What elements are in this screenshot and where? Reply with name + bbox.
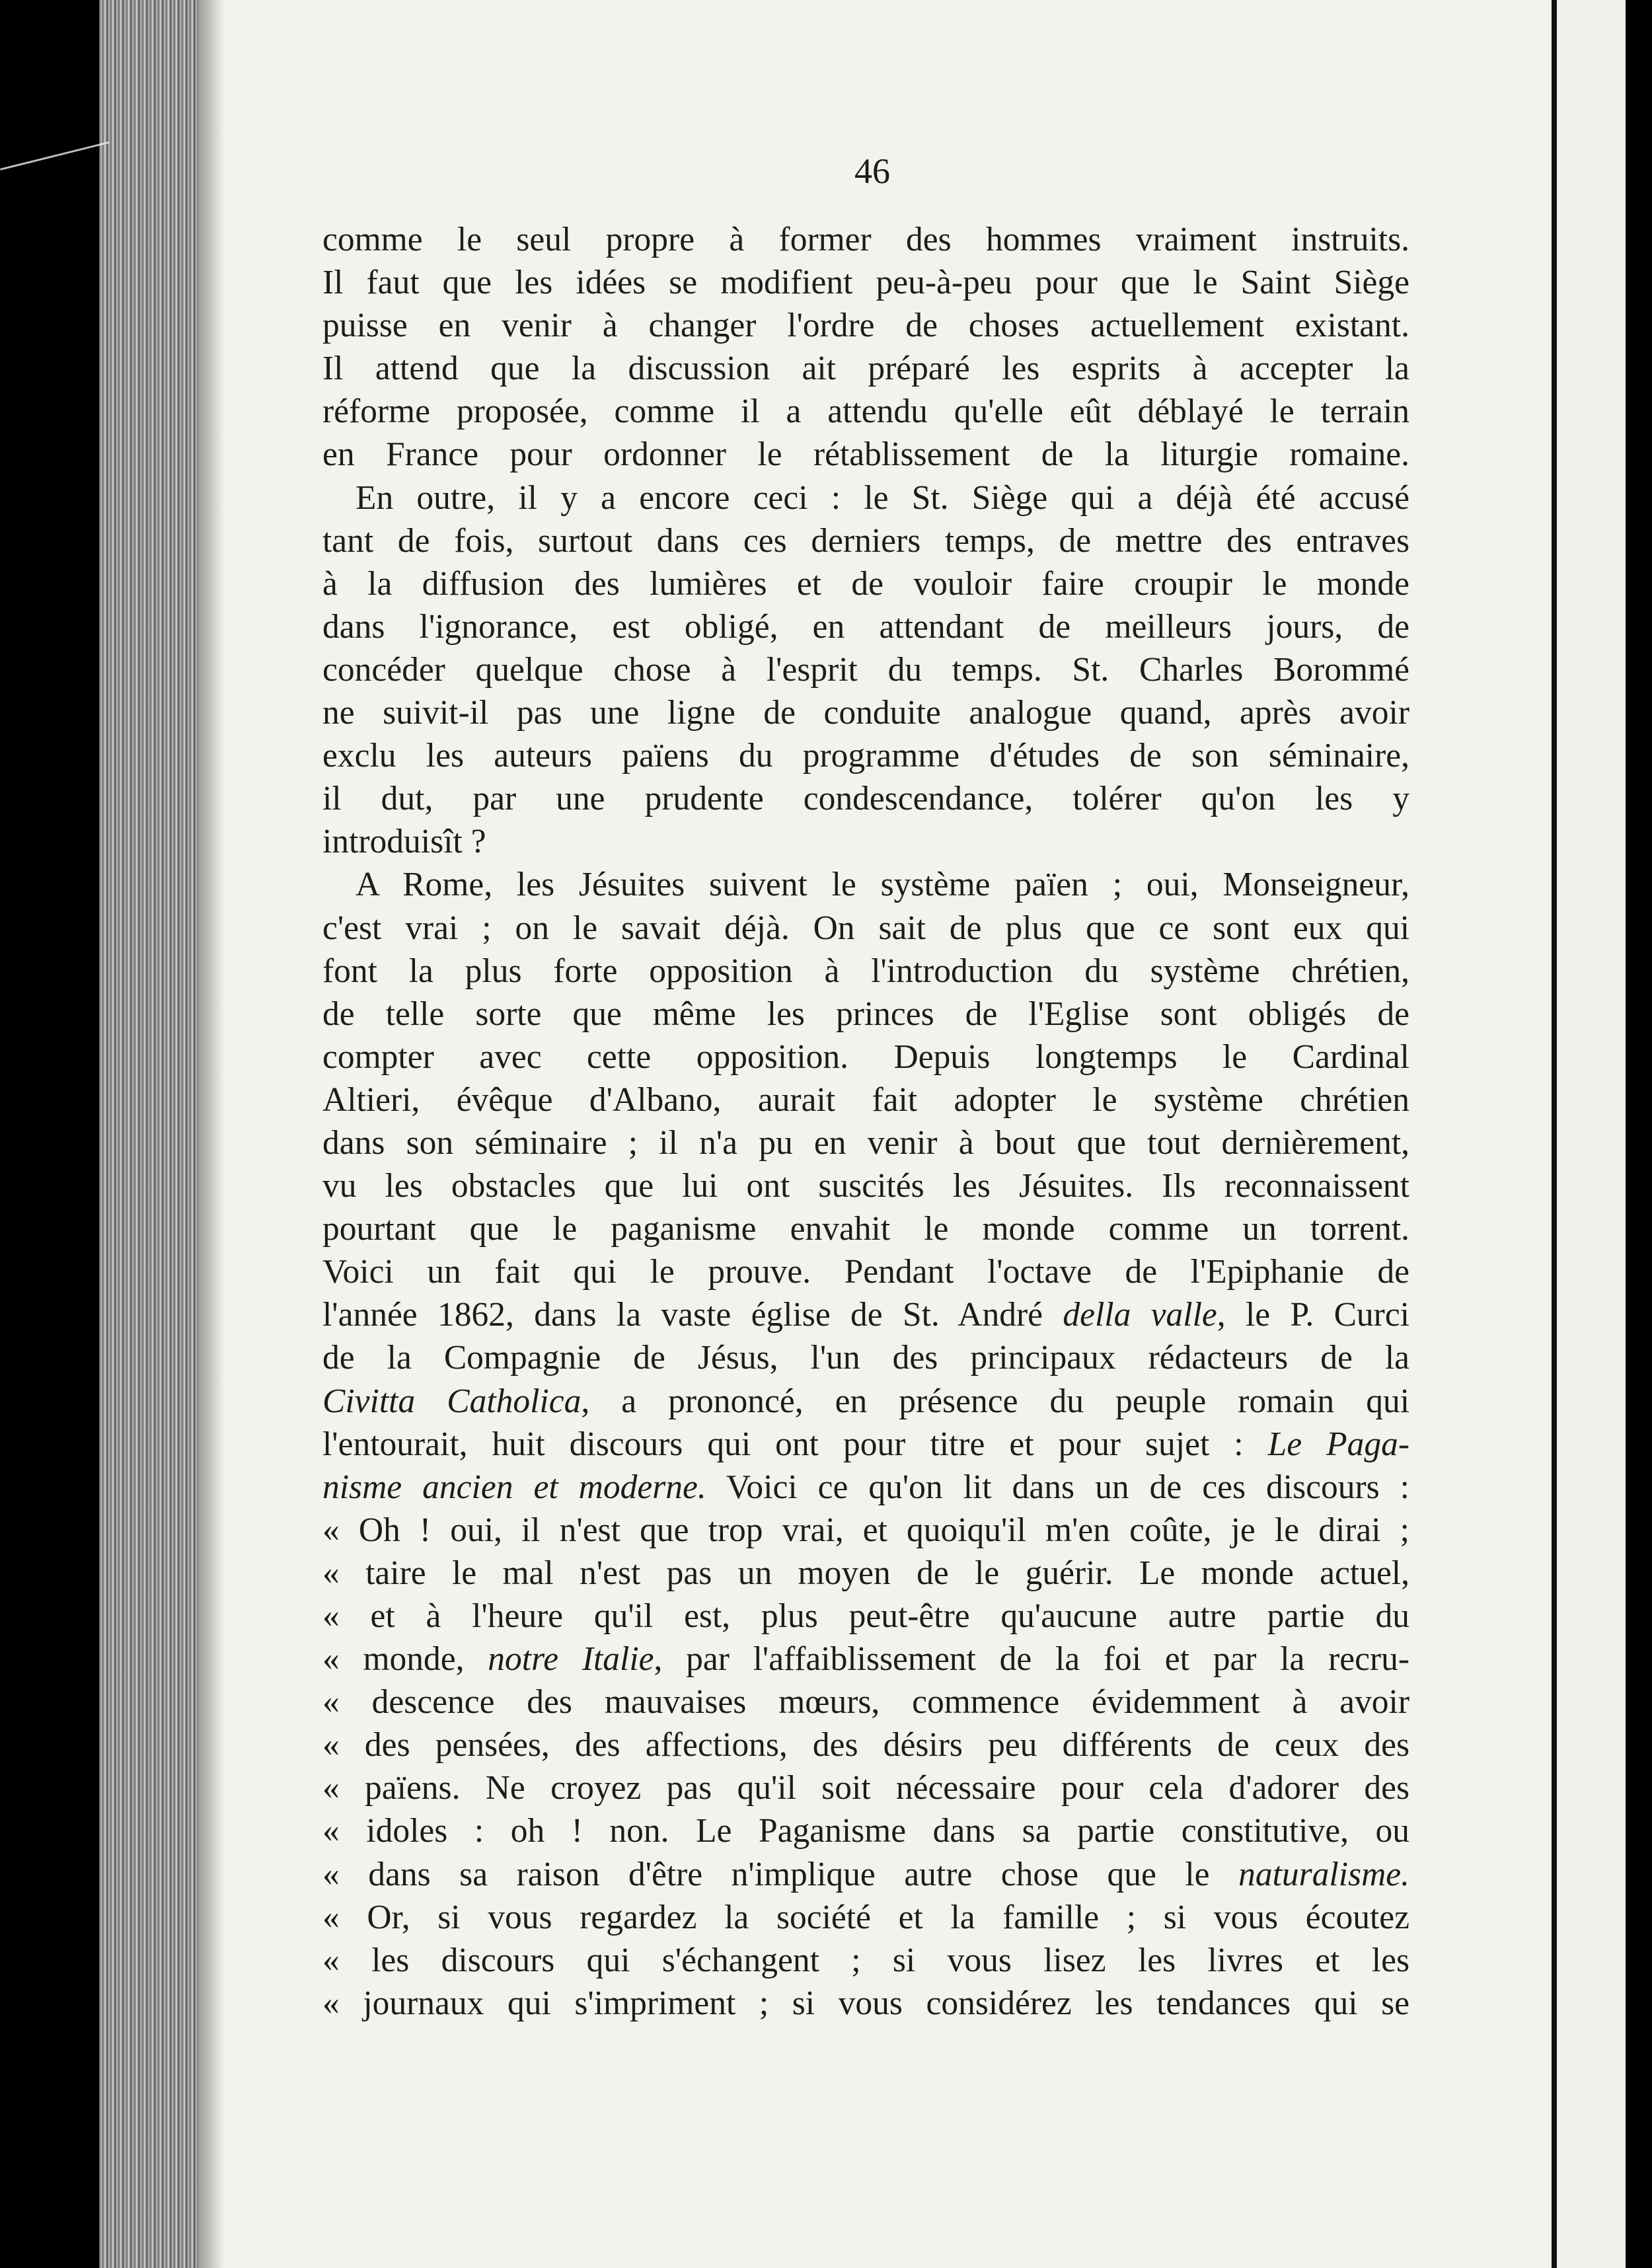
text-line: « les discours qui s'échangent ; si vous lisez les livres et les xyxy=(322,1941,1409,1979)
text-line: dans son séminaire ; il n'a pu en venir à bout que tout dernièrement, xyxy=(322,1123,1409,1162)
text-line: comme le seul propre à former des hommes vraiment instruits. xyxy=(322,221,1409,258)
text-segment: , a prononcé, en présence du peuple romain qui xyxy=(581,1382,1409,1420)
italic-segment: nisme ancien et moderne. xyxy=(322,1468,706,1506)
text-segment: , le P. Curci xyxy=(1217,1296,1409,1334)
text-line: pourtant que le paganisme envahit le monde comme un torrent. xyxy=(322,1210,1409,1248)
text-line: puisse en venir à changer l'ordre de choses actuellement existant. xyxy=(322,307,1409,345)
text-line: « journaux qui s'impriment ; si vous considérez les tendances qui se xyxy=(322,1984,1409,2022)
text-line: vu les obstacles que lui ont suscités les Jésuites. Ils reconnaissent xyxy=(322,1167,1409,1205)
text-line xyxy=(322,1638,1409,1681)
text-line: compter avec cette opposition. Depuis longtemps le Cardinal xyxy=(322,1038,1409,1076)
text-line: « descence des mauvaises mœurs, commence évidemment à avoir xyxy=(322,1683,1409,1721)
page-right-edge xyxy=(1552,0,1557,2268)
text-line: Altieri, évêque d'Albano, aurait fait adopter le système chrétien xyxy=(322,1080,1409,1119)
text-line: dans l'ignorance, est obligé, en attendant de meilleurs jours, de xyxy=(322,607,1409,646)
text-line: concéder quelque chose à l'esprit du temps. St. Charles Borommé xyxy=(322,650,1409,689)
text-segment: l'entourait, huit discours qui ont pour titre et pour sujet : xyxy=(322,1425,1244,1463)
text-line xyxy=(322,1466,1409,1509)
text-line: ne suivit-il pas une ligne de conduite analogue quand, après avoir xyxy=(322,694,1409,732)
text-line: il dut, par une prudente condescendance, tolérer qu'on les y xyxy=(322,780,1409,818)
text-line: Il attend que la discussion ait préparé les esprits à accepter la xyxy=(322,350,1409,388)
text-line: Voici un fait qui le prouve. Pendant l'octave de l'Epiphanie de xyxy=(322,1253,1409,1291)
text-line: en France pour ordonner le rétablissement de la liturgie romaine. xyxy=(322,435,1409,474)
text-segment: l'année 1862, dans la vaste église de St. André xyxy=(322,1296,1043,1334)
italic-segment: notre Italie xyxy=(488,1640,654,1679)
body-text xyxy=(322,218,1409,2025)
text-line: « Oh ! oui, il n'est que trop vrai, et quoiqu'il m'en coûte, je le dirai ; xyxy=(322,1511,1409,1549)
text-segment: « monde, xyxy=(322,1640,465,1679)
text-line: de telle sorte que même les princes de l'Eglise sont obligés de xyxy=(322,995,1409,1033)
text-line: tant de fois, surtout dans ces derniers temps, de mettre des entraves xyxy=(322,521,1409,560)
text-line: exclu les auteurs païens du programme d'études de son séminaire, xyxy=(322,737,1409,775)
italic-segment: Le Paga- xyxy=(1267,1425,1409,1463)
text-line: font la plus forte opposition à l'introduction du système chrétien, xyxy=(322,952,1409,990)
text-line: « idoles : oh ! non. Le Paganisme dans sa partie constitutive, ou xyxy=(322,1812,1409,1850)
text-segment: « dans sa raison d'être n'implique autre chose que le xyxy=(322,1855,1210,1893)
scan-border xyxy=(1626,0,1652,2268)
gutter-shadow xyxy=(198,0,225,2268)
text-line: « des pensées, des affections, des désirs peu différents de ceux des xyxy=(322,1726,1409,1764)
text-line: « taire le mal n'est pas un moyen de le guérir. Le monde actuel, xyxy=(322,1554,1409,1592)
text-line: de la Compagnie de Jésus, l'un des principaux rédacteurs de la xyxy=(322,1339,1409,1377)
text-line: réforme proposée, comme il a attendu qu'elle eût déblayé le terrain xyxy=(322,393,1409,431)
text-line xyxy=(322,1380,1409,1423)
text-line: Il faut que les idées se modifient peu-à-peu pour que le Saint Siège xyxy=(322,264,1409,302)
text-segment: , par l'affaiblissement de la foi et par la recru- xyxy=(654,1640,1409,1679)
book-gutter xyxy=(99,0,211,2268)
text-line xyxy=(322,1853,1409,1896)
italic-segment: Civitta Catholica xyxy=(322,1382,582,1420)
page-number: 46 xyxy=(854,151,890,191)
text-line: « Or, si vous regardez la société et la famille ; si vous écoutez xyxy=(322,1898,1409,1936)
italic-segment: naturalisme. xyxy=(1238,1855,1409,1893)
text-line xyxy=(322,1293,1409,1336)
text-line: introduisît ? xyxy=(322,823,486,861)
text-line xyxy=(322,1423,1409,1466)
text-line: « et à l'heure qu'il est, plus peut-être qu'aucune autre partie du xyxy=(322,1597,1409,1635)
text-line: c'est vrai ; on le savait déjà. On sait de plus que ce sont eux qui xyxy=(322,909,1409,947)
text-line: A Rome, les Jésuites suivent le système païen ; oui, Monseigneur, xyxy=(356,866,1409,904)
text-segment: Voici ce qu'on lit dans un de ces discours : xyxy=(706,1468,1409,1506)
italic-segment: della valle xyxy=(1063,1296,1217,1334)
text-line: En outre, il y a encore ceci : le St. Siège qui a déjà été accusé xyxy=(356,478,1409,517)
text-line: à la diffusion des lumières et de vouloir faire croupir le monde xyxy=(322,564,1409,603)
text-line: « païens. Ne croyez pas qu'il soit nécessaire pour cela d'adorer des xyxy=(322,1769,1409,1807)
